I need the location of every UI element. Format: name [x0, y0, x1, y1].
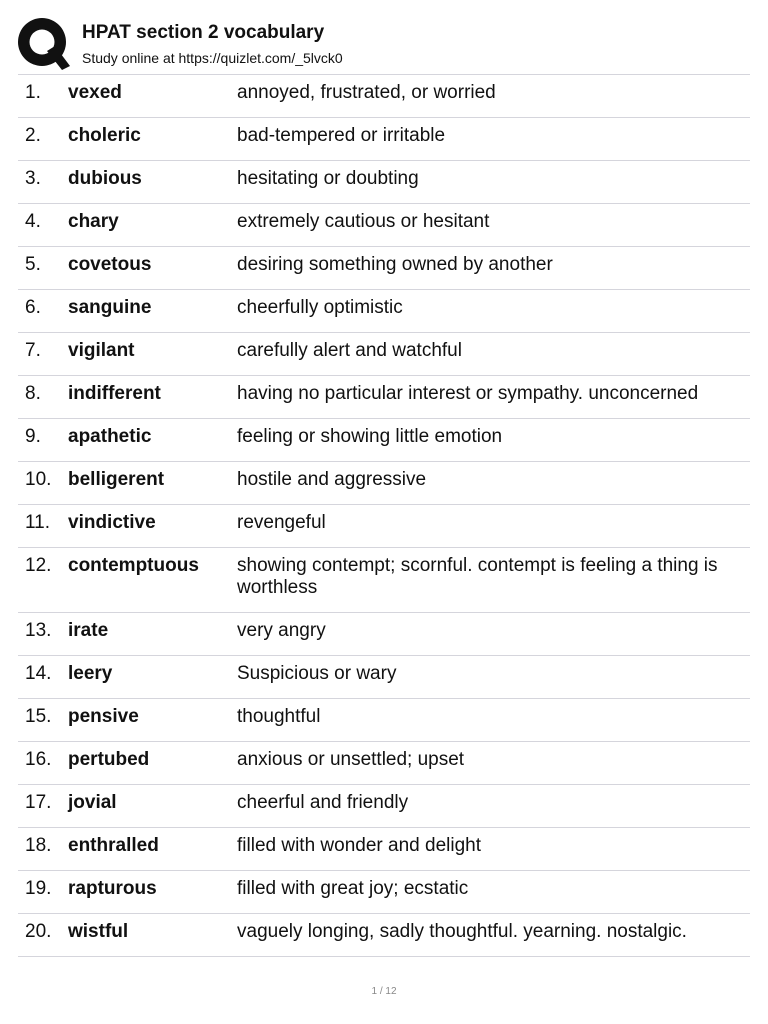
item-number: 19.: [25, 878, 52, 899]
item-number: 6.: [25, 297, 41, 318]
item-number: 17.: [25, 792, 52, 813]
list-item: [18, 75, 750, 118]
list-item: [18, 785, 750, 828]
item-number: 10.: [25, 469, 52, 490]
vocab-definition: very angry: [237, 620, 326, 641]
vocab-definition: filled with great joy; ecstatic: [237, 878, 469, 899]
vocab-term: vigilant: [68, 340, 135, 361]
list-item: [18, 742, 750, 785]
vocab-definition: revengeful: [237, 512, 326, 533]
vocab-term: choleric: [68, 125, 141, 146]
page-header: [18, 18, 750, 74]
item-number: 14.: [25, 663, 52, 684]
item-number: 20.: [25, 921, 52, 942]
item-number: 9.: [25, 426, 41, 447]
vocab-definition: cheerful and friendly: [237, 792, 409, 813]
item-number: 8.: [25, 383, 41, 404]
list-item: [18, 118, 750, 161]
list-item: [18, 376, 750, 419]
vocab-definition: cheerfully optimistic: [237, 297, 403, 318]
study-online-link-text: Study online at https://quizlet.com/_5lvck0: [82, 50, 343, 66]
vocab-term: contemptuous: [68, 555, 199, 576]
list-item: [18, 505, 750, 548]
item-number: 13.: [25, 620, 52, 641]
list-item: [18, 161, 750, 204]
vocab-term: sanguine: [68, 297, 152, 318]
vocabulary-list: [18, 74, 750, 957]
quizlet-q-logo-icon: [18, 18, 70, 70]
list-item: [18, 204, 750, 247]
list-item: [18, 656, 750, 699]
list-item: [18, 548, 750, 613]
vocab-definition: filled with wonder and delight: [237, 835, 481, 856]
vocab-definition: having no particular interest or sympathy. unconcerned: [237, 383, 699, 404]
vocab-term: chary: [68, 211, 119, 232]
page-number: 1 / 12: [371, 986, 397, 997]
vocab-definition: anxious or unsettled; upset: [237, 749, 465, 770]
vocab-term: apathetic: [68, 426, 152, 447]
list-item: [18, 828, 750, 871]
item-number: 7.: [25, 340, 41, 361]
list-item: [18, 333, 750, 376]
item-number: 4.: [25, 211, 41, 232]
vocab-term: rapturous: [68, 878, 157, 899]
page-title: HPAT section 2 vocabulary: [82, 22, 325, 43]
vocab-term: enthralled: [68, 835, 159, 856]
vocab-definition: annoyed, frustrated, or worried: [237, 82, 496, 103]
list-item: [18, 699, 750, 742]
vocab-term: irate: [68, 620, 109, 641]
vocab-term: pertubed: [68, 749, 150, 770]
vocab-definition: extremely cautious or hesitant: [237, 211, 490, 232]
vocab-term: indifferent: [68, 383, 161, 404]
item-number: 2.: [25, 125, 41, 146]
list-item: [18, 419, 750, 462]
vocab-definition: bad-tempered or irritable: [237, 125, 446, 146]
item-number: 16.: [25, 749, 52, 770]
item-number: 11.: [25, 512, 51, 533]
list-item: [18, 914, 750, 957]
vocab-term: jovial: [68, 792, 117, 813]
vocab-definition: hostile and aggressive: [237, 469, 427, 490]
vocab-definition: showing contempt; scornful. contempt is feeling a thing is worthless: [237, 555, 718, 598]
vocab-term: dubious: [68, 168, 142, 189]
list-item: [18, 613, 750, 656]
item-number: 1.: [25, 82, 41, 103]
vocab-term: leery: [68, 663, 113, 684]
vocab-definition: carefully alert and watchful: [237, 340, 462, 361]
vocab-definition: desiring something owned by another: [237, 254, 553, 275]
vocab-term: covetous: [68, 254, 152, 275]
list-item: [18, 871, 750, 914]
vocab-definition: thoughtful: [237, 706, 321, 727]
vocab-term: pensive: [68, 706, 139, 727]
item-number: 5.: [25, 254, 41, 275]
vocab-definition: feeling or showing little emotion: [237, 426, 503, 447]
item-number: 18.: [25, 835, 52, 856]
item-number: 15.: [25, 706, 52, 727]
vocab-term: vindictive: [68, 512, 156, 533]
vocab-term: wistful: [68, 921, 129, 942]
item-number: 12.: [25, 555, 52, 576]
vocab-term: vexed: [68, 82, 122, 103]
list-item: [18, 462, 750, 505]
list-item: [18, 290, 750, 333]
list-item: [18, 247, 750, 290]
vocab-definition: vaguely longing, sadly thoughtful. yearning. nostalgic.: [237, 921, 687, 942]
vocab-definition: hesitating or doubting: [237, 168, 419, 189]
vocab-term: belligerent: [68, 469, 165, 490]
vocab-definition: Suspicious or wary: [237, 663, 397, 684]
item-number: 3.: [25, 168, 41, 189]
